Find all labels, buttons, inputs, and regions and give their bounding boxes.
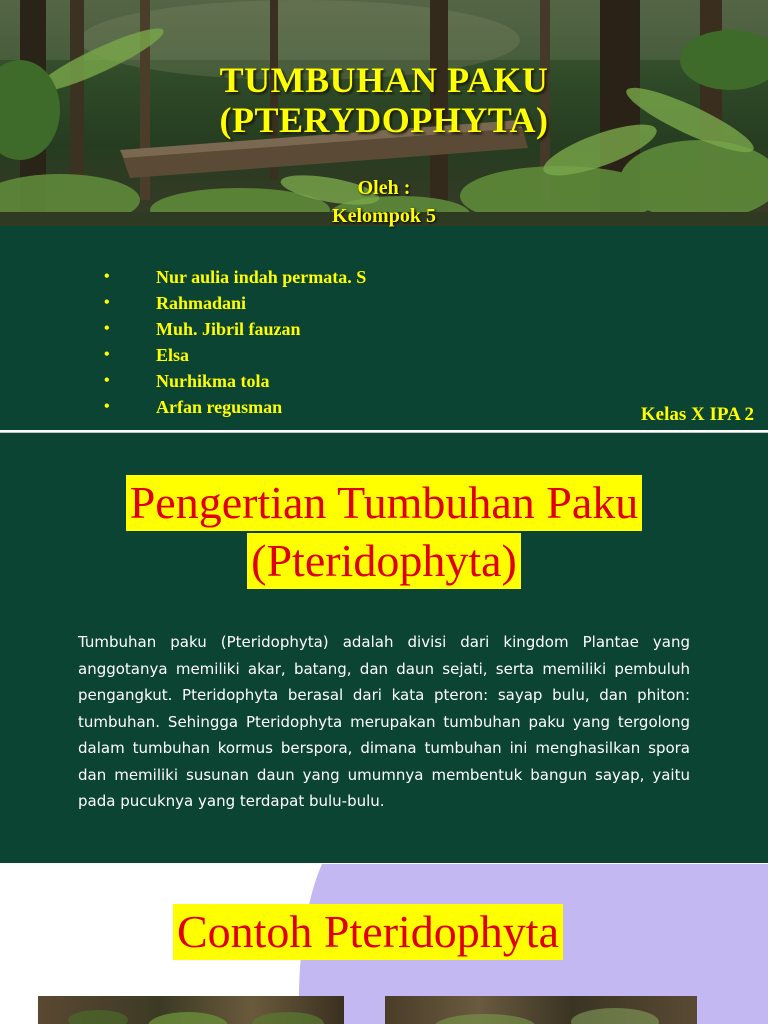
fern-photo-right-illustration xyxy=(385,996,697,1024)
member-name: Arfan regusman xyxy=(156,397,283,417)
fern-photo-right xyxy=(385,996,697,1024)
title-line-2: (PTERYDOPHYTA) xyxy=(219,100,549,140)
title-slide xyxy=(0,0,768,430)
definition-heading xyxy=(0,475,768,591)
bullet: • xyxy=(104,268,110,285)
bullet: • xyxy=(104,398,110,415)
examples-slide xyxy=(0,864,768,1024)
presentation-title xyxy=(0,60,768,140)
definition-slide xyxy=(0,432,768,863)
bullet: • xyxy=(104,294,110,311)
byline-label: Oleh : xyxy=(357,177,411,199)
member-name: Muh. Jibril fauzan xyxy=(156,319,301,339)
member-name: Elsa xyxy=(156,345,190,365)
member-name: Rahmadani xyxy=(156,293,247,313)
member-item xyxy=(104,368,366,394)
fern-photo-left-illustration xyxy=(38,996,344,1024)
group-name: Kelompok 5 xyxy=(332,205,436,227)
byline xyxy=(0,174,768,230)
member-item xyxy=(104,316,366,342)
member-item xyxy=(104,394,366,420)
heading-line-2: (Pteridophyta) xyxy=(247,533,521,589)
fern-photo-left xyxy=(38,996,344,1024)
member-item xyxy=(104,290,366,316)
member-item xyxy=(104,264,366,290)
bullet: • xyxy=(104,372,110,389)
examples-heading-text: Contoh Pteridophyta xyxy=(173,904,563,960)
examples-heading xyxy=(0,904,736,962)
title-line-1: TUMBUHAN PAKU xyxy=(219,60,549,100)
heading-line-1: Pengertian Tumbuhan Paku xyxy=(126,475,643,531)
member-list xyxy=(104,264,366,420)
member-name: Nur aulia indah permata. S xyxy=(156,267,367,287)
bullet: • xyxy=(104,346,110,363)
class-label: Kelas X IPA 2 xyxy=(640,404,754,425)
member-item xyxy=(104,342,366,368)
definition-paragraph: Tumbuhan paku (Pteridophyta) adalah divisi dari kingdom Plantae yang anggotanya memiliki akar, batang, dan daun sejati, serta memiliki pembuluh pengangkut. Pteridophyta berasal dari kata pteron: sayap bulu, dan phiton: tumbuhan. Sehingga Pteridophyta merupakan tumbuhan paku yang tergolong dalam tumbuhan kormus berspora, dimana tumbuhan ini menghasilkan spora dan memiliki susunan daun yang umumnya membentuk bangun sayap, yaitu pada pucuknya yang terdapat bulu-bulu. xyxy=(78,633,690,810)
bullet: • xyxy=(104,320,110,337)
member-name: Nurhikma tola xyxy=(156,371,270,391)
